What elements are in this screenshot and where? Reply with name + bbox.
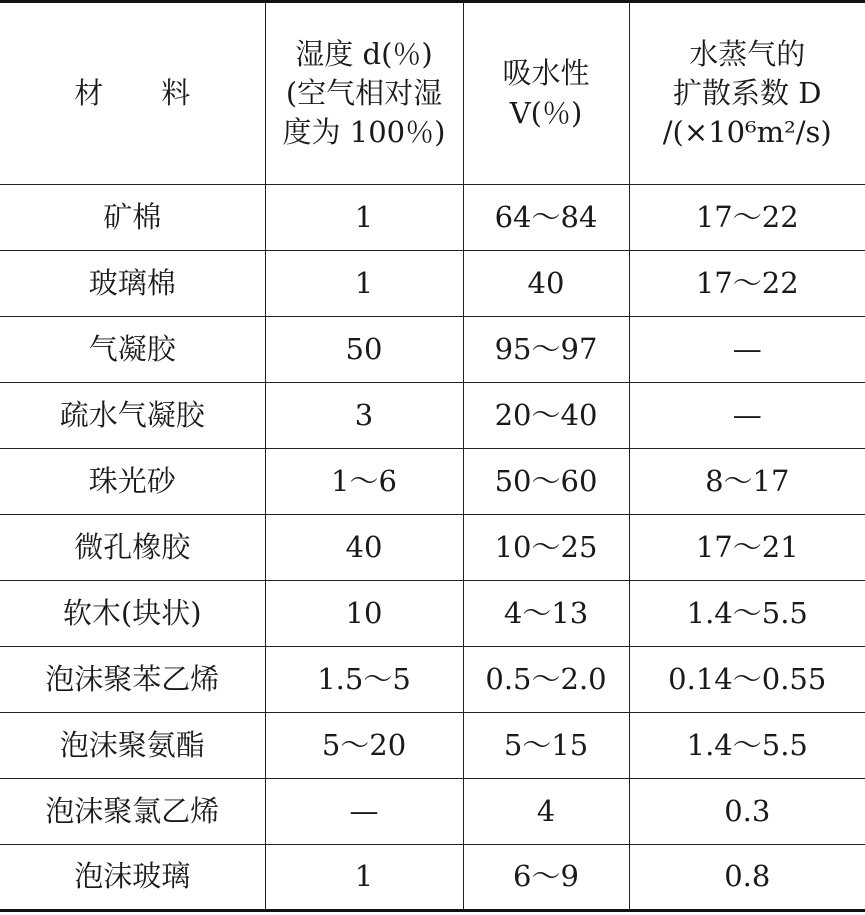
table-row bbox=[0, 713, 865, 779]
header-water-absorption bbox=[463, 2, 629, 185]
header-diffusion-line-2: 扩散系数 D bbox=[673, 75, 822, 110]
header-humidity-line-1: 湿度 d(％) bbox=[295, 36, 433, 71]
cell-diffusion: 0.8 bbox=[629, 845, 865, 911]
cell-material: 矿棉 bbox=[0, 185, 265, 251]
cell-material: 气凝胶 bbox=[0, 317, 265, 383]
table-row bbox=[0, 845, 865, 911]
header-absorption-line-1: 吸水性 bbox=[502, 56, 590, 91]
header-vapor-diffusion bbox=[629, 2, 865, 185]
cell-humidity: 1～6 bbox=[265, 449, 463, 515]
header-diffusion-line-1: 水蒸气的 bbox=[689, 36, 806, 71]
table-row bbox=[0, 383, 865, 449]
cell-humidity: 10 bbox=[265, 581, 463, 647]
header-row bbox=[0, 2, 865, 185]
cell-humidity: 1 bbox=[265, 185, 463, 251]
cell-diffusion: 0.3 bbox=[629, 779, 865, 845]
cell-material: 泡沫聚氯乙烯 bbox=[0, 779, 265, 845]
header-absorption-line-2: V(％) bbox=[509, 95, 583, 130]
cell-absorption: 64～84 bbox=[463, 185, 629, 251]
cell-diffusion: 17～21 bbox=[629, 515, 865, 581]
cell-diffusion: 8～17 bbox=[629, 449, 865, 515]
cell-humidity: 1.5～5 bbox=[265, 647, 463, 713]
cell-diffusion: 17～22 bbox=[629, 251, 865, 317]
table-row bbox=[0, 647, 865, 713]
cell-absorption: 4 bbox=[463, 779, 629, 845]
cell-absorption: 95～97 bbox=[463, 317, 629, 383]
cell-diffusion: — bbox=[629, 383, 865, 449]
table-row bbox=[0, 185, 865, 251]
cell-material: 微孔橡胶 bbox=[0, 515, 265, 581]
cell-absorption: 10～25 bbox=[463, 515, 629, 581]
cell-absorption: 50～60 bbox=[463, 449, 629, 515]
header-diffusion-line-3: /(×10⁶m²/s) bbox=[662, 115, 832, 150]
cell-material: 泡沫玻璃 bbox=[0, 845, 265, 911]
header-humidity-line-2: (空气相对湿 bbox=[285, 75, 443, 110]
header-humidity-line-3: 度为 100％) bbox=[282, 115, 446, 150]
cell-humidity: 40 bbox=[265, 515, 463, 581]
table-header bbox=[0, 2, 865, 185]
cell-diffusion: 1.4～5.5 bbox=[629, 713, 865, 779]
table-row bbox=[0, 251, 865, 317]
cell-diffusion: — bbox=[629, 317, 865, 383]
cell-absorption: 40 bbox=[463, 251, 629, 317]
cell-diffusion: 1.4～5.5 bbox=[629, 581, 865, 647]
cell-humidity: 3 bbox=[265, 383, 463, 449]
cell-humidity: — bbox=[265, 779, 463, 845]
cell-humidity: 5～20 bbox=[265, 713, 463, 779]
cell-humidity: 1 bbox=[265, 845, 463, 911]
cell-material: 泡沫聚苯乙烯 bbox=[0, 647, 265, 713]
table-row bbox=[0, 581, 865, 647]
table-row bbox=[0, 515, 865, 581]
cell-diffusion: 17～22 bbox=[629, 185, 865, 251]
header-material-label: 材 料 bbox=[74, 75, 191, 110]
cell-material: 泡沫聚氨酯 bbox=[0, 713, 265, 779]
cell-material: 玻璃棉 bbox=[0, 251, 265, 317]
table-row bbox=[0, 779, 865, 845]
cell-diffusion: 0.14～0.55 bbox=[629, 647, 865, 713]
table-row bbox=[0, 449, 865, 515]
cell-humidity: 1 bbox=[265, 251, 463, 317]
table-row bbox=[0, 317, 865, 383]
cell-absorption: 4～13 bbox=[463, 581, 629, 647]
cell-absorption: 5～15 bbox=[463, 713, 629, 779]
cell-material: 珠光砂 bbox=[0, 449, 265, 515]
header-material bbox=[0, 2, 265, 185]
table-body bbox=[0, 185, 865, 911]
cell-material: 软木(块状) bbox=[0, 581, 265, 647]
header-humidity bbox=[265, 2, 463, 185]
cell-absorption: 20～40 bbox=[463, 383, 629, 449]
cell-absorption: 6～9 bbox=[463, 845, 629, 911]
cell-absorption: 0.5～2.0 bbox=[463, 647, 629, 713]
cell-material: 疏水气凝胶 bbox=[0, 383, 265, 449]
cell-humidity: 50 bbox=[265, 317, 463, 383]
